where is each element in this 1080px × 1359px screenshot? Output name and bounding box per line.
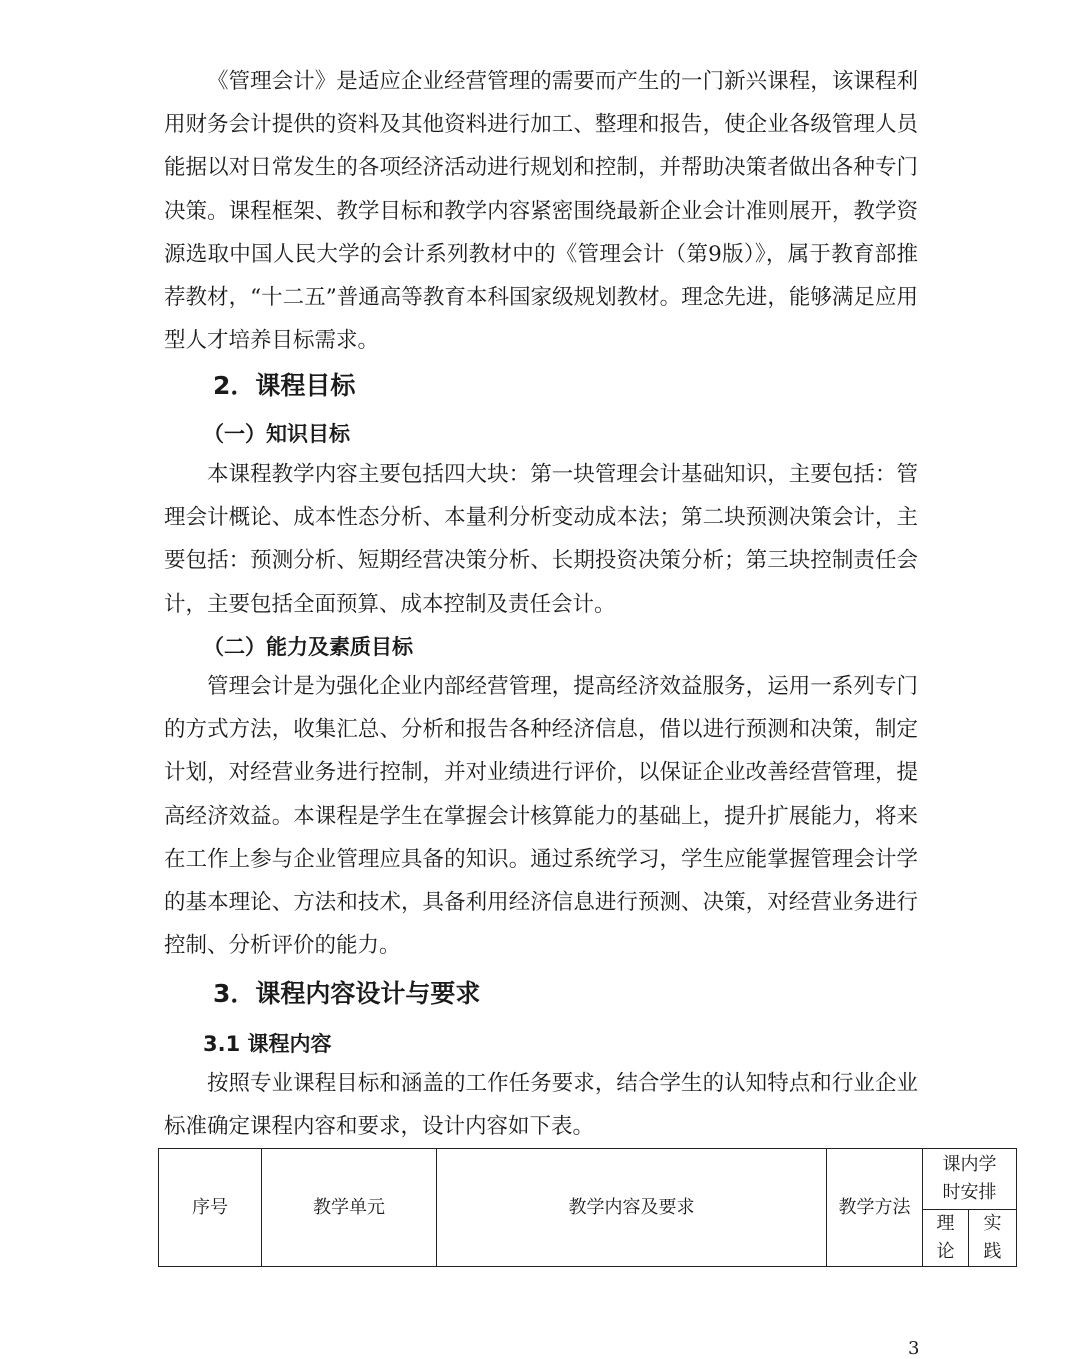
knowledge-goal-paragraph: 本课程教学内容主要包括四大块：第一块管理会计基础知识，主要包括：管理会计概论、成本性态分析、本量利分析变动成本法；第二块预测决策会计，主要包括：预测分析、短期经营决策分析、长期投资决策分析；第三块控制责任会计，主要包括全面预算、成本控制及责任会计。 [164,462,918,617]
header-theory: 理论 [923,1210,969,1267]
page-number: 3 [908,1338,920,1359]
header-method: 教学方法 [827,1149,923,1267]
course-content-heading: 3.1 课程内容 [203,1032,332,1056]
course-content-paragraph: 按照专业课程目标和涵盖的工作任务要求，结合学生的认知特点和行业企业标准确定课程内容和要求，设计内容如下表。 [164,1071,918,1140]
header-seq: 序号 [159,1149,262,1267]
header-unit: 教学单元 [262,1149,437,1267]
header-hours: 课内学时安排 [923,1149,1017,1210]
intro-paragraph: 《管理会计》是适应企业经营管理的需要而产生的一门新兴课程，该课程利用财务会计提供的资料及其他资料进行加工、整理和报告，使企业各级管理人员能据以对日常发生的各项经济活动进行规划和控制，并帮助决策者做出各种专门决策。课程框架、教学目标和教学内容紧密围绕最新企业会计准则展开，教学资源选取中国人民大学的会计系列教材中的《管理会计（第9版）》，属于教育部推荐教材，“十二五”普通高等教育本科国家级规划教材。理念先进，能够满足应用型人才培养目标需求。 [164,69,918,354]
knowledge-goal-heading: （一）知识目标 [203,422,350,446]
ability-goal-paragraph: 管理会计是为强化企业内部经营管理，提高经济效益服务，运用一系列专门的方式方法，收集汇总、分析和报告各种经济信息，借以进行预测和决策，制定计划，对经营业务进行控制，并对业绩进行评价，以保证企业改善经营管理，提高经济效益。本课程是学生在掌握会计核算能力的基础上，提升扩展能力，将来在工作上参与企业管理应具备的知识。通过系统学习，学生应能掌握管理会计学的基本理论、方法和技术，具备利用经济信息进行预测、决策，对经营业务进行控制、分析评价的能力。 [164,674,918,959]
section-3-heading: 3．课程内容设计与要求 [213,979,481,1008]
course-content-table [158,1148,1017,1267]
section-2-heading: 2．课程目标 [213,371,356,400]
header-content: 教学内容及要求 [437,1149,827,1267]
header-practice: 实践 [969,1210,1017,1267]
ability-goal-heading: （二）能力及素质目标 [203,635,413,659]
